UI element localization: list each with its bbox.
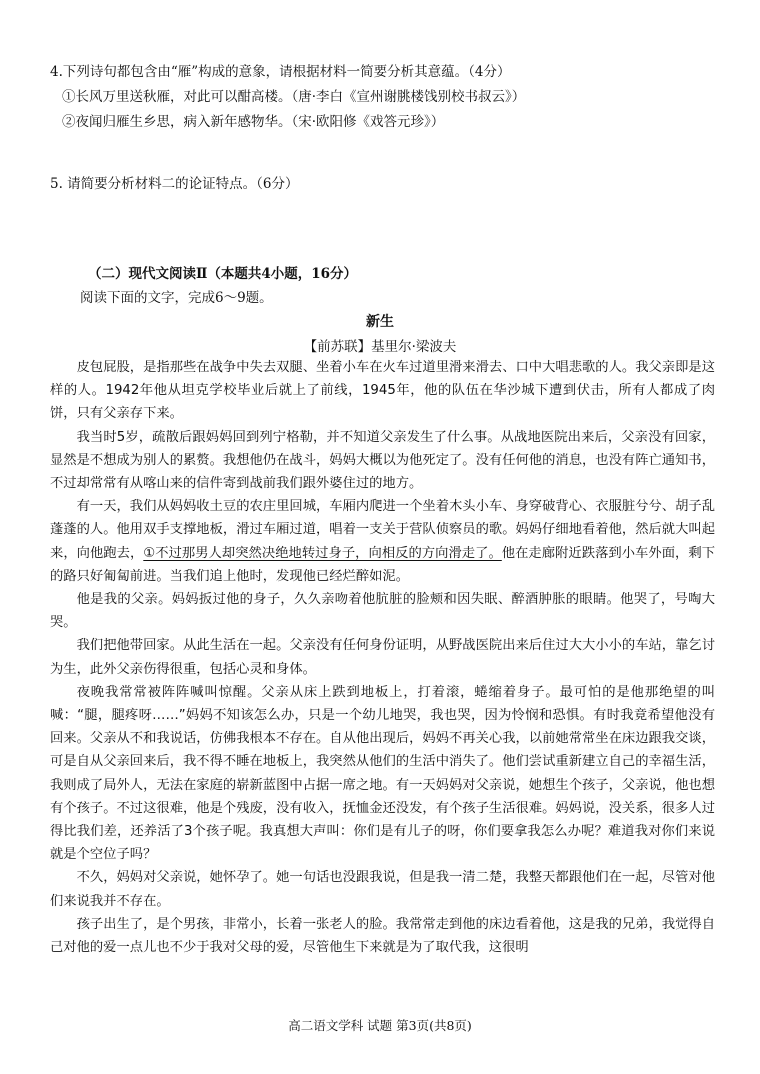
paragraph: 皮包屁股，是指那些在战争中失去双腿、坐着小车在火车过道里滑来滑去、口中大唱悲歌的人。我父亲即是这样的人。1942年他从坦克学校毕业后就上了前线，1945年，他的队伍在华沙城下遭到伏击，所有人都成了肉饼，只有父亲存下来。: [50, 360, 715, 422]
paragraph: 我当时5岁，疏散后跟妈妈回到列宁格勒，并不知道父亲发生了什么事。从战地医院出来后，父亲没有回家，显然是不想成为别人的累赘。我想他仍在战斗，妈妈大概以为他死定了。没有任何他的消息，也没有阵亡通知书，不过却常常有从喀山来的信件寄到战前我们跟外婆住过的地方。: [50, 429, 715, 492]
paragraph-text: 有一天，我们从妈妈收土豆的农庄里回城，车厢内爬进一个坐着木头小车、身穿破背心、衣服脏兮兮、胡子乱蓬蓬的人。他用双手支撑地板，滑过车厢过道，唱着一支关于营队侦察员的歌。妈妈仔细地看着他，然后就大叫起来，向他跑去，: [50, 499, 715, 561]
poem-line-2: ②夜闻归雁生乡思，病入新年感物华。（宋·欧阳修《戏答元珍》）: [62, 114, 445, 130]
question-4-stem: 4.下列诗句都包含由“雁”构成的意象，请根据材料一简要分析其意蕴。（4分）: [50, 64, 511, 80]
paragraph: 孩子出生了，是个男孩，非常小，长着一张老人的脸。我常常走到他的床边看着他，这是我的兄弟，我觉得自己对他的爱一点儿也不少于我对父母的爱，尽管他生下来就是为了取代我，这很明: [50, 916, 715, 956]
article-author: 【前苏联】基里尔·梁波夫: [303, 339, 457, 355]
poem-line-1: ①长风万里送秋雁，对此可以酣高楼。（唐·李白《宣州谢朓楼饯别校书叔云》）: [62, 89, 526, 105]
question-5: 5. 请简要分析材料二的论证特点。（6分）: [50, 176, 299, 192]
paragraph: 我们把他带回家。从此生活在一起。父亲没有任何身份证明，从野战医院出来后住过大大小小的车站，靠乞讨为生，此外父亲伤得很重，包括心灵和身体。: [50, 638, 715, 677]
paragraph: 不久，妈妈对父亲说，她怀孕了。她一句话也没跟我说，但是我一清二楚，我整天都跟他们在一起，尽管对他们来说我并不存在。: [50, 870, 715, 909]
paragraph-text: 他在走廊附近跌落到小车外面，剩下的路只好匍匐前进。当我们追上他时，发现他已经烂醉如泥。: [50, 545, 715, 584]
paragraph: 夜晚我常常被阵阵喊叫惊醒。父亲从床上跌到地板上，打着滚，蜷缩着身子。最可怕的是他那绝望的叫喊：“腿，腿疼呀……”妈妈不知该怎么办，只是一个幼儿地哭，我也哭，因为怜悯和恐惧。有时我竟希望他没有回来。父亲从不和我说话，仿佛我根本不存在。自从他出现后，妈妈不再关心我，以前她常常坐在床边跟我交谈，可是自从父亲回来后，我不得不睡在地板上，我突然从他们的生活中消失了。他们尝试重新建立自己的幸福生活，我则成了局外人，无法在家庭的崭新蓝图中占据一席之地。有一天妈妈对父亲说，她想生个孩子，父亲说，他也想有个孩子。不过这很难，他是个残废，没有收入，抚恤金还没发，有个孩子生活很难。妈妈说，没关系，很多人过得比我们差，还养活了3个孩子呢。我真想大声叫：你们是有儿子的呀，你们要拿我怎么办呢？难道我对你们来说就是个空位子吗？: [50, 684, 715, 863]
section-instruction: 阅读下面的文字，完成6～9题。: [80, 290, 273, 306]
page-footer: 高二语文学科 试题 第3页(共8页): [288, 1018, 472, 1033]
paragraph: 他是我的父亲。妈妈扳过他的身子，久久亲吻着他肮脏的脸颊和因失眠、醉酒肿胀的眼睛。他哭了，号啕大哭。: [50, 592, 715, 631]
paragraph: [50, 495, 715, 588]
question-4: [50, 60, 720, 135]
section-title: （二）现代文阅读Ⅱ（本题共4小题，16分）: [88, 266, 358, 282]
article-body: [50, 356, 715, 959]
article-title: 新生: [366, 314, 394, 330]
underlined-sentence-1: ①不过那男人却突然决绝地转过身子，向相反的方向滑走了。: [143, 545, 502, 561]
